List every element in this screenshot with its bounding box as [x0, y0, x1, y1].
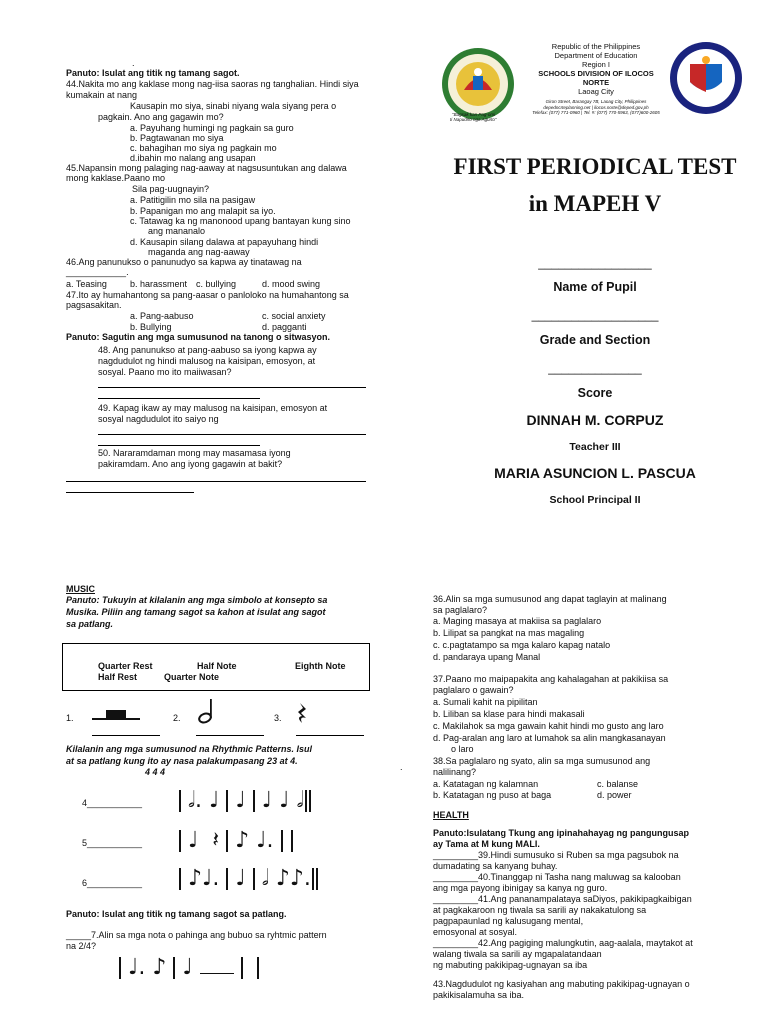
q38-choice-a: a. Katatagan ng kalamnan	[433, 779, 539, 789]
health-header: HEALTH	[433, 810, 469, 820]
q47-line2: pagsasakitan.	[66, 300, 122, 310]
q50-line2: pakiramdam. Ano ang iyong gagawin at bakit?	[98, 459, 283, 469]
q47-line1: 47.Ito ay humahantong sa pang-aasar o panloloko na humahantong sa	[66, 290, 349, 300]
q39-line2: dumadating sa kanyang buhay.	[433, 861, 558, 871]
panuto-48-50: Panuto: Sagutin ang mga sumusunod na tanong o sitwasyon.	[66, 332, 331, 342]
teacher-title: Teacher III	[569, 441, 621, 453]
item-2-answer-line[interactable]	[196, 735, 264, 736]
rhythm-pattern-5: ♩ 𝄽 ♪ ♩.	[172, 829, 294, 853]
q36-line1: 36.Alin sa mga sumusunod ang dapat taglayin at malinang	[433, 594, 667, 604]
q40-line1[interactable]: _________40.Tinanggap ni Tasha nang maluwag sa kalooban	[433, 872, 681, 882]
q39-line1[interactable]: _________39.Hindi sumusuko si Ruben sa mga pagsubok na	[433, 850, 679, 860]
q46-line1: 46.Ang panunukso o panunudyo sa kapwa ay tinatawag na	[66, 257, 302, 267]
q46-choice-c: c. bullying	[196, 279, 237, 289]
motto-line1: "Bagsak kan Pag-omi	[452, 112, 496, 117]
q7-line2: na 2/4?	[66, 941, 97, 951]
q40-line2: ang mga payong ibinigay sa kanya ng guro.	[433, 883, 608, 893]
q49-answer-line-1[interactable]	[98, 434, 366, 435]
pupil-name-blank[interactable]: _________________	[538, 256, 652, 270]
q43-line1: 43.Nagdudulot ng kasiyahan ang mabuting pakikipag-ugnayan o	[433, 979, 690, 989]
q45-choice-b: b. Papanigan mo ang malapit sa iyo.	[130, 206, 276, 216]
teacher-name: DINNAH M. CORPUZ	[526, 412, 664, 428]
q37-line2: paglalaro o gawain?	[433, 685, 514, 695]
letterhead-deped: Department of Education	[554, 51, 638, 60]
q49-answer-line-2[interactable]	[98, 445, 260, 446]
division-seal-logo	[440, 46, 516, 122]
q38-line1: 38.Sa paglalaro ng syato, alin sa mga sumusunod ang	[433, 756, 651, 766]
q37-choice-d1: d. Pag-aralan ang laro at lumahok sa alin mangkasanayan	[433, 733, 666, 743]
q42-line3: ng mabuting pakikipag-ugnayan sa iba	[433, 960, 588, 970]
q50-answer-line-1[interactable]	[66, 481, 366, 482]
q41-line2: at pagkakaroon ng tiwala sa sarili ay nakakatulong sa	[433, 905, 647, 915]
q38-choice-b: b. Katatagan ng puso at baga	[433, 790, 552, 800]
q45-line1: 45.Napansin mong palaging nag-aaway at nagsusuntukan ang dalawa	[66, 163, 347, 173]
q37-choice-c: c. Makilahok sa mga gawain kahit hindi mo gusto ang laro	[433, 721, 664, 731]
q38-choice-d: d. power	[597, 790, 632, 800]
half-rest-symbol-icon	[92, 708, 140, 727]
letterhead-division: SCHOOLS DIVISION OF ILOCOS NORTE	[538, 69, 654, 87]
q45-choice-c2: ang mananalo	[148, 226, 206, 236]
item-1-answer-line[interactable]	[92, 735, 160, 736]
letterhead-city: Laoag City	[578, 87, 614, 96]
letterhead-republic: Republic of the Philippines	[551, 42, 641, 51]
q36-line2: sa paglalaro?	[433, 605, 488, 615]
score-label: Score	[577, 386, 613, 400]
q45-choice-a: a. Patitigilin mo sila na pasigaw	[130, 195, 256, 205]
answer-choices-box	[62, 643, 370, 691]
q37-choice-b: b. Liliban sa klase para hindi makasali	[433, 709, 585, 719]
q49-line1: 49. Kapag ikaw ay may malusog na kaisipan, emosyon at	[98, 403, 328, 413]
q47-choice-d: d. pagganti	[262, 322, 307, 332]
q7-rhythm-pattern: ♩. ♪ ♩	[112, 956, 266, 980]
q46-blank: ____________.	[66, 267, 129, 277]
score-blank[interactable]: ______________	[548, 361, 642, 375]
q45-line2: mong kaklase.Paano mo	[66, 173, 166, 183]
test-subject: in MAPEH V	[528, 191, 662, 216]
q46-choice-d: d. mood swing	[262, 279, 321, 289]
q44-line3: Kausapin mo siya, sinabi niyang wala siyang pera o	[130, 101, 337, 111]
q36-choice-b: b. Lilipat sa pangkat na mas magaling	[433, 628, 585, 638]
letterhead-contact-1: depedncrteplanning.net | ilocos.norte@deped.gov.ph	[543, 104, 649, 110]
item-6-answer[interactable]: 6___________	[82, 878, 143, 888]
q38-line2: nalilinang?	[433, 767, 477, 777]
choice-half-note: Half Note	[197, 661, 237, 671]
q49-line2: sosyal nagdudulot ito saiyo ng	[98, 414, 219, 424]
q50-line1: 50. Nararamdaman mong may masamasa iyong	[98, 448, 291, 458]
item-1-number: 1.	[66, 713, 74, 723]
rhythm-pattern-4: 𝅗𝅥. ♩ ♩ ♩ ♩ 𝅗𝅥	[172, 789, 312, 813]
rhythm-instruction-line3: 4 4 4	[145, 767, 166, 777]
q47-choice-a: a. Pang-aabuso	[130, 311, 194, 321]
item-5-answer[interactable]: 5___________	[82, 838, 143, 848]
q48-answer-line-1[interactable]	[98, 387, 366, 388]
q44-choice-c: c. bahagihan mo siya ng pagkain mo	[130, 143, 277, 153]
rhythm-instruction-line1: Kilalanin ang mga sumusunod na Rhythmic Patterns. Isul	[66, 744, 313, 754]
name-of-pupil-label: Name of Pupil	[553, 280, 637, 294]
q41-line4: emosyonal at sosyal.	[433, 927, 518, 937]
q44-choice-d: d.ibahin mo nalang ang usapan	[130, 153, 256, 163]
deped-seal-logo	[668, 40, 744, 116]
q44-line4: pagkain. Ano ang gagawin mo?	[98, 112, 224, 122]
q37-choice-a: a. Sumali kahit na pipilitan	[433, 697, 538, 707]
q7-line1: _____7.Alin sa mga nota o pahinga ang bubuo sa ryhtmic pattern	[66, 930, 327, 940]
test-title: FIRST PERIODICAL TEST	[453, 154, 737, 179]
principal-name: MARIA ASUNCION L. PASCUA	[494, 465, 696, 481]
stray-dot: .	[132, 58, 135, 68]
music-panuto-line1: Panuto: Tukuyin at kilalanin ang mga simbolo at konsepto sa	[66, 595, 328, 605]
q45-choice-d2: maganda ang nag-aaway	[148, 247, 250, 257]
letterhead-contact-2: Telefax: (077) 771-0960 | Tel. #: (077) 770-5963, (077)600-2605	[532, 110, 660, 115]
grade-and-section-label: Grade and Section	[539, 333, 651, 347]
item-4-answer[interactable]: 4___________	[82, 798, 143, 808]
q48-line1: 48. Ang panunukso at pang-aabuso sa iyong kapwa ay	[98, 345, 317, 355]
q42-line1[interactable]: _________42.Ang pagiging malungkutin, aag-aalala, maytakot at	[433, 938, 693, 948]
rhythm-pattern-6: ♪♩. ♩ 𝅗𝅥 ♪♪.	[172, 867, 319, 891]
q48-answer-line-2[interactable]	[98, 398, 260, 399]
q44-choice-b: b. Pagtawanan mo siya	[130, 133, 224, 143]
q44-line1: 44.Nakita mo ang kaklase mong nag-iisa saoras ng tanghalian. Hindi siya	[66, 79, 359, 89]
choice-half-rest: Half Rest	[98, 672, 138, 682]
q50-answer-line-2[interactable]	[66, 492, 194, 493]
q44-choice-a: a. Payuhang humingi ng pagkain sa guro	[130, 123, 294, 133]
q47-choice-c: c. social anxiety	[262, 311, 326, 321]
quarter-rest-symbol-icon	[296, 702, 310, 729]
music-panuto-line2: Musika. Piliin ang tamang sagot sa kahon at isulat ang sagot	[66, 607, 326, 617]
principal-title: School Principal II	[549, 494, 641, 506]
item-2-number: 2.	[173, 713, 181, 723]
q45-line3: Sila pag-uugnayin?	[132, 184, 210, 194]
q43-line2: pakikisalamuha sa iba.	[433, 990, 525, 1000]
half-note-symbol-icon	[196, 698, 218, 729]
q36-choice-d: d. pandaraya upang Manal	[433, 652, 541, 662]
choice-quarter-rest: Quarter Rest	[98, 661, 153, 671]
health-panuto-line1: Panuto:Isulatang Tkung ang ipinahahayag ng pangungusap	[433, 828, 690, 838]
letterhead	[526, 42, 666, 116]
item-3-answer-line[interactable]	[296, 735, 364, 736]
q37-line1: 37.Paano mo maipapakita ang kahalagahan at pakikiisa sa	[433, 674, 669, 684]
letterhead-address: Giron Street, Barangay 7B, Laoag City, Philippines	[545, 99, 647, 104]
choice-eighth-note: Eighth Note	[295, 661, 346, 671]
q36-choice-a: a. Maging masaya at makiisa sa paglalaro	[433, 616, 602, 626]
mid-dot: .	[400, 762, 403, 772]
q46-choice-b: b. harassment	[130, 279, 188, 289]
rhythm-instruction-line2: at sa patlang kung ito ay nasa palakumpasang 23 at 4.	[66, 756, 298, 766]
choice-quarter-note: Quarter Note	[164, 672, 220, 682]
q42-line2: walang tiwala sa sarili ay mgapalatandaan	[433, 949, 602, 959]
q46-choice-a: a. Teasing	[66, 279, 107, 289]
music-header: MUSIC	[66, 584, 95, 594]
music-panuto-3: Panuto: Isulat ang titik ng tamang sagot sa patlang.	[66, 909, 287, 919]
q37-choice-d2: o laro	[451, 744, 474, 754]
motto-line2: ti Napudno nga Agurto"	[450, 117, 497, 122]
q41-line1[interactable]: _________41.Ang pananampalataya saDiyos, pakikipagkaibigan	[433, 894, 692, 904]
q47-choice-b: b. Bullying	[130, 322, 172, 332]
q45-choice-c1: c. Tatawag ka ng manonood upang bantayan kung sino	[130, 216, 351, 226]
item-3-number: 3.	[274, 713, 282, 723]
q41-line3: pagpapaunlad ng kalusugang mental,	[433, 916, 584, 926]
q44-line2: kumakain at nang	[66, 90, 138, 100]
music-panuto-line3: sa patlang.	[66, 619, 114, 629]
grade-section-blank[interactable]: ___________________	[531, 308, 659, 322]
q45-choice-d1: d. Kausapin silang dalawa at papayuhang hindi	[130, 237, 319, 247]
letterhead-region: Region I	[582, 60, 610, 69]
q48-line3: sosyal. Paano mo ito maiiwasan?	[98, 367, 232, 377]
q38-choice-c: c. balanse	[597, 779, 639, 789]
health-panuto-line2: ay Tama at M kung MALI.	[433, 839, 540, 849]
panuto-44-47: Panuto: Isulat ang titik ng tamang sagot.	[66, 68, 240, 78]
q48-line2: nagdudulot ng hindi malusog na kaisipan, emosyon, at	[98, 356, 316, 366]
q36-choice-c: c. c.pagtatampo sa mga kalaro kapag natalo	[433, 640, 611, 650]
